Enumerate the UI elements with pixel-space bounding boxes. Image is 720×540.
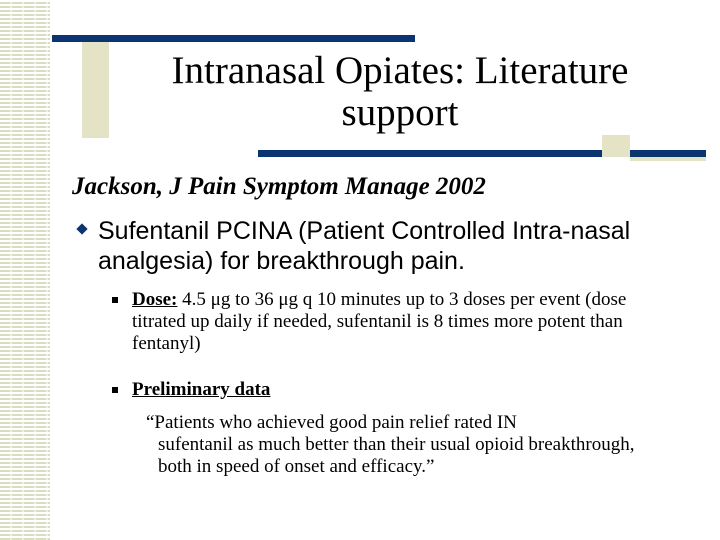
preliminary-data-label: Preliminary data [132,379,271,400]
decorative-tan-block [82,42,109,138]
main-bullet [72,216,672,276]
square-bullet-icon [112,387,118,393]
decorative-tan-bar-bottom [630,157,706,161]
dose-text: 4.5 μg to 36 μg q 10 minutes up to 3 doses per event (dose titrated up daily if needed, sufentanil is 8 times more potent than fentanyl) [132,289,627,354]
quote-line-2: sufentanil as much better than their usual opioid breakthrough, both in speed of onset and efficacy.” [158,434,635,477]
sub-bullet-dose [112,289,672,355]
dose-label: Dose: [132,289,178,310]
slide-title [120,50,680,134]
diamond-bullet-icon [76,223,87,234]
quote-line-1: “Patients who achieved good pain relief rated IN [146,412,517,433]
decorative-navy-bar-top [52,35,415,42]
square-bullet-icon [112,297,118,303]
citation-heading: Jackson, J Pain Symptom Manage 2002 [72,173,486,200]
decorative-tan-block-bottom [602,135,630,157]
title-line-2: support [341,91,459,134]
patient-quote [146,412,666,478]
title-line-1: Intranasal Opiates: Literature [171,49,629,92]
sub-bullet-preliminary [112,379,672,401]
decorative-navy-bar-bottom [258,150,706,157]
decorative-stripes [0,0,50,540]
main-bullet-text: Sufentanil PCINA (Patient Controlled Intra-nasal analgesia) for breakthrough pain. [98,217,631,275]
